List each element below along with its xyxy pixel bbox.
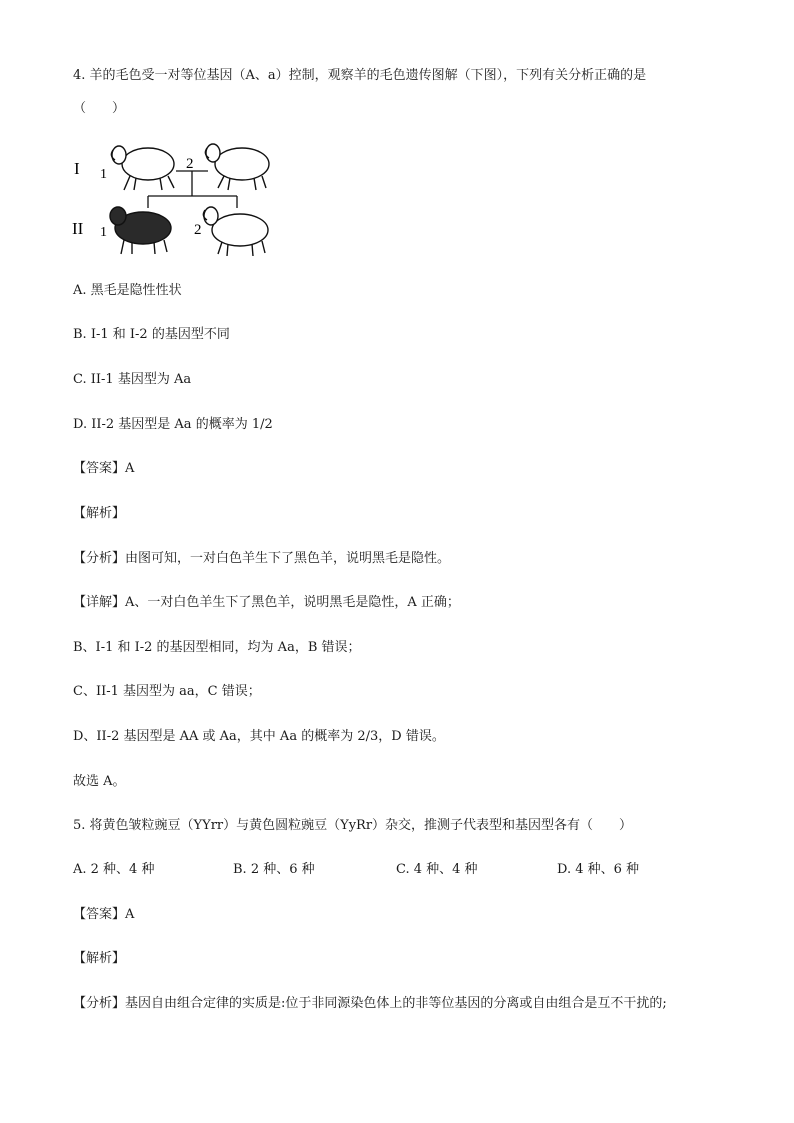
q4-detail-d: D、II-2 基因型是 AA 或 Aa，其中 Aa 的概率为 2/3，D 错误。	[73, 729, 445, 744]
q5-fenxi: 【分析】基因自由组合定律的实质是:位于非同源染色体上的非等位基因的分离或自由组合是互不干扰的;	[73, 996, 667, 1011]
q4-fenxi: 【分析】由图可知，一对白色羊生下了黑色羊，说明黑毛是隐性。	[73, 551, 451, 566]
q5-analysis-head: 【解析】	[73, 951, 126, 966]
gen2-label: II	[72, 219, 84, 238]
pedigree-figure	[70, 136, 280, 258]
sheep-ii1-black	[110, 207, 171, 254]
sheep-ii2-white	[203, 207, 268, 256]
q4-detail-b: B、I-1 和 I-2 的基因型相同，均为 Aa，B 错误；	[73, 640, 361, 655]
q4-paren: （ ）	[73, 101, 126, 116]
q4-option-b: B. I-1 和 I-2 的基因型不同	[73, 327, 230, 342]
q5-stem: 5. 将黄色皱粒豌豆（YYrr）与黄色圆粒豌豆（YyRr）杂交，推测子代表型和基因型各有（ ）	[73, 818, 633, 833]
ii2-number: 2	[194, 222, 202, 238]
i2-number: 2	[186, 156, 194, 172]
q5-option-d: D. 4 种、6 种	[557, 862, 640, 877]
q5-option-b: B. 2 种、6 种	[233, 862, 315, 877]
q4-analysis-head: 【解析】	[73, 506, 126, 521]
q4-stem: 4. 羊的毛色受一对等位基因（A、a）控制，观察羊的毛色遗传图解（下图），下列有关分析正确的是	[73, 68, 647, 83]
q4-option-a: A. 黑毛是隐性性状	[73, 283, 182, 298]
i1-number: 1	[100, 167, 107, 182]
q5-answer: 【答案】A	[73, 907, 135, 922]
ii1-number: 1	[100, 225, 107, 240]
sheep-i1-white	[111, 146, 174, 190]
q4-choose: 故选 A。	[73, 774, 126, 789]
sheep-i2-white	[205, 144, 269, 190]
q4-option-c: C. II-1 基因型为 Aa	[73, 372, 192, 387]
q4-xiangjie: 【详解】A、一对白色羊生下了黑色羊，说明黑毛是隐性，A 正确；	[73, 595, 460, 610]
q4-detail-c: C、II-1 基因型为 aa，C 错误；	[73, 684, 261, 699]
q4-answer: 【答案】A	[73, 461, 135, 476]
q4-option-d: D. II-2 基因型是 Aa 的概率为 1/2	[73, 417, 273, 432]
q5-option-a: A. 2 种、4 种	[73, 862, 155, 877]
gen1-label: I	[74, 159, 80, 178]
q5-option-c: C. 4 种、4 种	[396, 862, 478, 877]
